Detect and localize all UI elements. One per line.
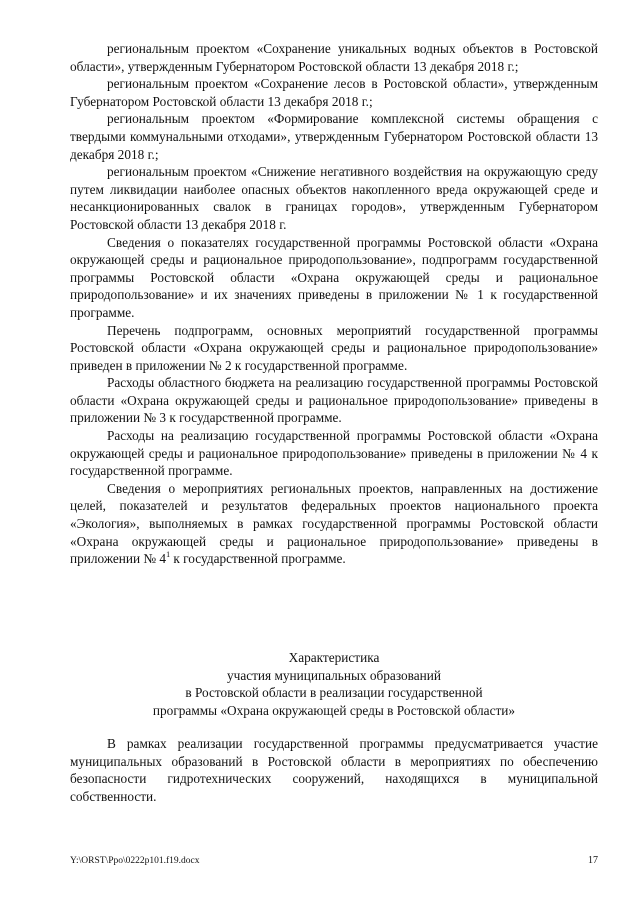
paragraph-regional-budget-appendix-3: Расходы областного бюджета на реализацию государственной программы Ростовской области «Охрана окружающей среды и рациональное природопользование» приведены в приложении № 3 к государственной программе. — [70, 375, 598, 426]
appendix-superscript: 1 — [166, 550, 171, 560]
heading-line: участия муниципальных образований — [226, 667, 442, 683]
paragraph-water-objects-project: региональным проектом «Сохранение уникальных водных объектов в Ростовской области», утвержденным Губернатором Ростовской области 13 декабря 2018 г.; — [70, 41, 598, 74]
paragraph-text-part: Сведения о мероприятиях региональных проектов, направленных на достижение целей, показателей и результатов федеральных проектов национального проекта «Экология», выполняемых в рамках государственной программы Ростовской области «Охрана окружающей среды и рациональное природопользование» приведены в приложении № 4 — [70, 480, 598, 567]
document-body — [70, 40, 598, 568]
heading-line: Характеристика — [288, 650, 380, 665]
paragraph-forests-project: региональным проектом «Сохранение лесов в Ростовской области», утвержденным Губернатором Ростовской области 13 декабря 2018 г.; — [70, 76, 598, 109]
paragraph-municipal-participation: В рамках реализации государственной программы предусматривается участие муниципальных образований в Ростовской области в мероприятиях по обеспечению безопасности гидротехнических сооружений, находящихся в муниципальной собственности. — [70, 736, 598, 804]
section-heading — [70, 649, 598, 719]
heading-line: программы «Охрана окружающей среды в Ростовской области» — [152, 702, 516, 718]
paragraph-text-part: к государственной программе. — [170, 551, 346, 567]
paragraph-waste-system-project: региональным проектом «Формирование комплексной системы обращения с твердыми коммунальными отходами», утвержденным Губернатором Ростовской области 13 декабря 2018 г.; — [70, 111, 598, 162]
heading-line: в Ростовской области в реализации государственной — [185, 685, 483, 701]
paragraph-indicators-appendix-1: Сведения о показателях государственной программы Ростовской области «Охрана окружающей среды и рациональное природопользование», подпрограмм государственной программы Ростовской области «Охрана окружающей среды и рациональное природопользование» и их значениях приведены в приложении № 1 к государственной программе. — [70, 234, 598, 320]
page-number: 17 — [588, 855, 598, 866]
paragraph-subprograms-appendix-2: Перечень подпрограмм, основных мероприятий государственной программы Ростовской области «Охрана окружающей среды и рациональное природопользование» приведен в приложении № 2 к государственной программе. — [70, 322, 598, 373]
footer-file-path: Y:\ORST\Ppo\0222p101.f19.docx — [70, 856, 200, 866]
section-body — [70, 735, 598, 805]
paragraph-regional-projects-appendix-4-1 — [70, 480, 598, 568]
paragraph-negative-impact-project: региональным проектом «Снижение негативного воздействия на окружающую среду путем ликвидации наиболее опасных объектов накопленного вреда окружающей среде и несанкционированных свалок в границах городов», утвержденным Губернатором Ростовской области 13 декабря 2018 г. — [70, 164, 598, 232]
paragraph-expenses-appendix-4: Расходы на реализацию государственной программы Ростовской области «Охрана окружающей среды и рациональное природопользование» приведены в приложении № 4 к государственной программе. — [70, 428, 598, 479]
